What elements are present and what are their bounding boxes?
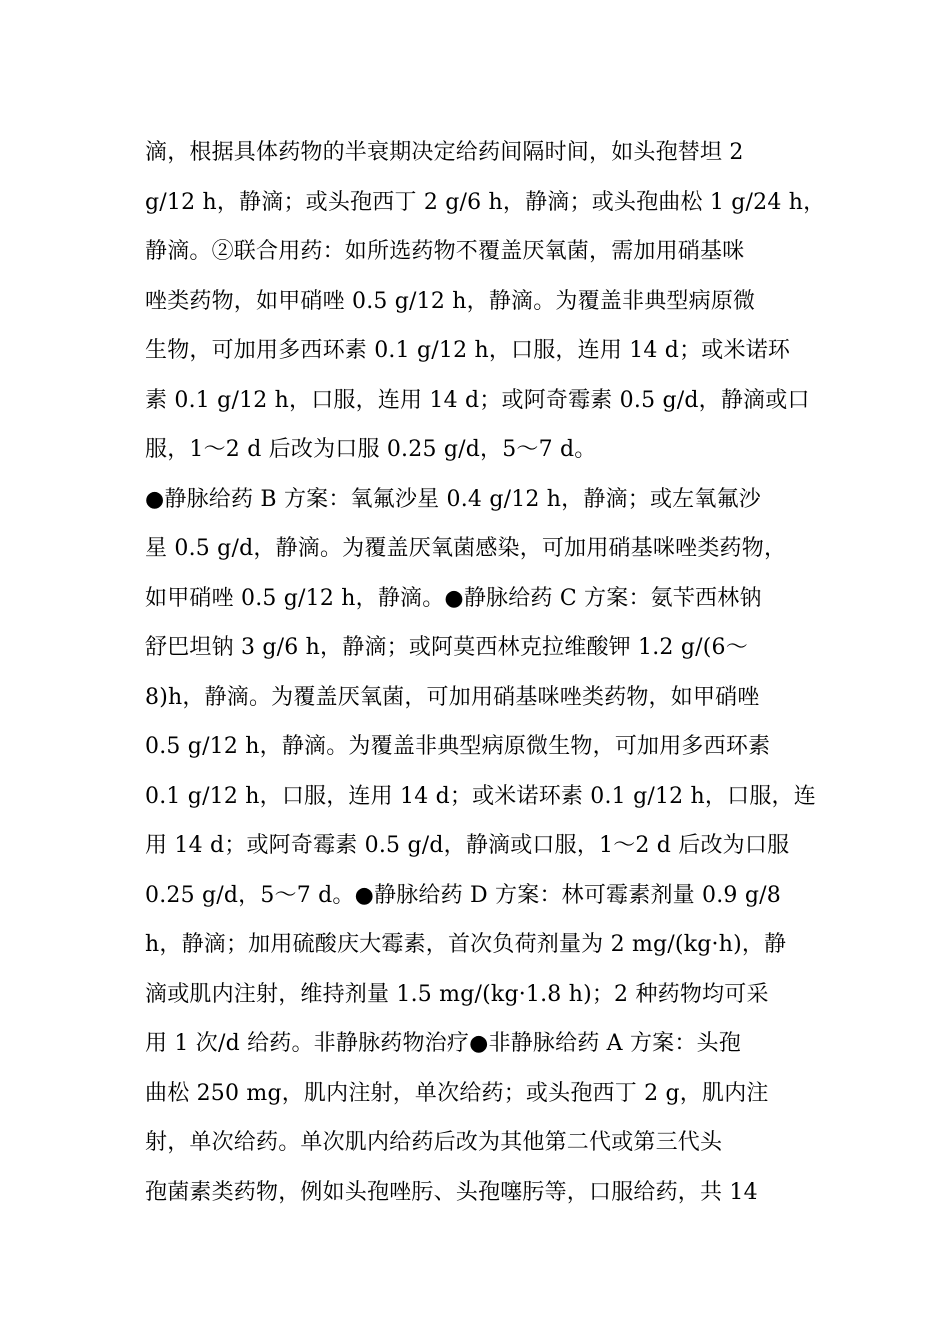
text-line: 用 1 次/d 给药。非静脉药物治疗●非静脉给药 A 方案：头孢 (145, 1031, 741, 1056)
text-line: 服，1～2 d 后改为口服 0.25 g/d，5～7 d。 (145, 437, 597, 462)
text-line: 8)h，静滴。为覆盖厌氧菌，可加用硝基咪唑类药物，如甲硝唑 (145, 684, 760, 710)
text-line: 0.5 g/12 h，静滴。为覆盖非典型病原微生物，可加用多西环素 (145, 734, 771, 759)
text-line: 滴或肌内注射，维持剂量 1.5 mg/(kg·1.8 h)；2 种药物均可采 (145, 981, 769, 1007)
text-line: 滴，根据具体药物的半衰期决定给药间隔时间，如头孢替坦 2 (145, 140, 744, 165)
text-line: 舒巴坦钠 3 g/6 h，静滴；或阿莫西林克拉维酸钾 1.2 g/(6～ (145, 635, 748, 660)
text-line: 星 0.5 g/d，静滴。为覆盖厌氧菌感染，可加用硝基咪唑类药物， (145, 536, 787, 561)
text-line: ●静脉给药 B 方案：氧氟沙星 0.4 g/12 h，静滴；或左氧氟沙 (145, 486, 761, 512)
text-line: 孢菌素类药物，例如头孢唑肟、头孢噻肟等，口服给药，共 14 (145, 1179, 758, 1205)
text-line: 0.25 g/d，5～7 d。●静脉给药 D 方案：林可霉素剂量 0.9 g/8 (145, 882, 781, 908)
text-line: 唑类药物，如甲硝唑 0.5 g/12 h，静滴。为覆盖非典型病原微 (145, 288, 756, 314)
text-line: 如甲硝唑 0.5 g/12 h，静滴。●静脉给药 C 方案：氨苄西林钠 (145, 585, 762, 611)
text-line: 0.1 g/12 h，口服，连用 14 d；或米诺环素 0.1 g/12 h，口服，连 (145, 783, 816, 809)
text-line: 射，单次给药。单次肌内给药后改为其他第二代或第三代头 (145, 1130, 723, 1155)
text-line: 静滴。②联合用药：如所选药物不覆盖厌氧菌，需加用硝基咪 (145, 239, 745, 264)
text-line: 素 0.1 g/12 h，口服，连用 14 d；或阿奇霉素 0.5 g/d，静滴或口 (145, 387, 810, 413)
text-line: 生物，可加用多西环素 0.1 g/12 h，口服，连用 14 d；或米诺环 (145, 338, 791, 363)
body-text (145, 128, 826, 1217)
text-line: h，静滴；加用硫酸庆大霉素，首次负荷剂量为 2 mg/(kg·h)，静 (145, 932, 787, 957)
text-line: 曲松 250 mg，肌内注射，单次给药；或头孢西丁 2 g，肌内注 (145, 1080, 769, 1106)
text-line: 用 14 d；或阿奇霉素 0.5 g/d，静滴或口服，1～2 d 后改为口服 (145, 833, 790, 858)
text-line: g/12 h，静滴；或头孢西丁 2 g/6 h，静滴；或头孢曲松 1 g/24 h， (145, 189, 826, 215)
